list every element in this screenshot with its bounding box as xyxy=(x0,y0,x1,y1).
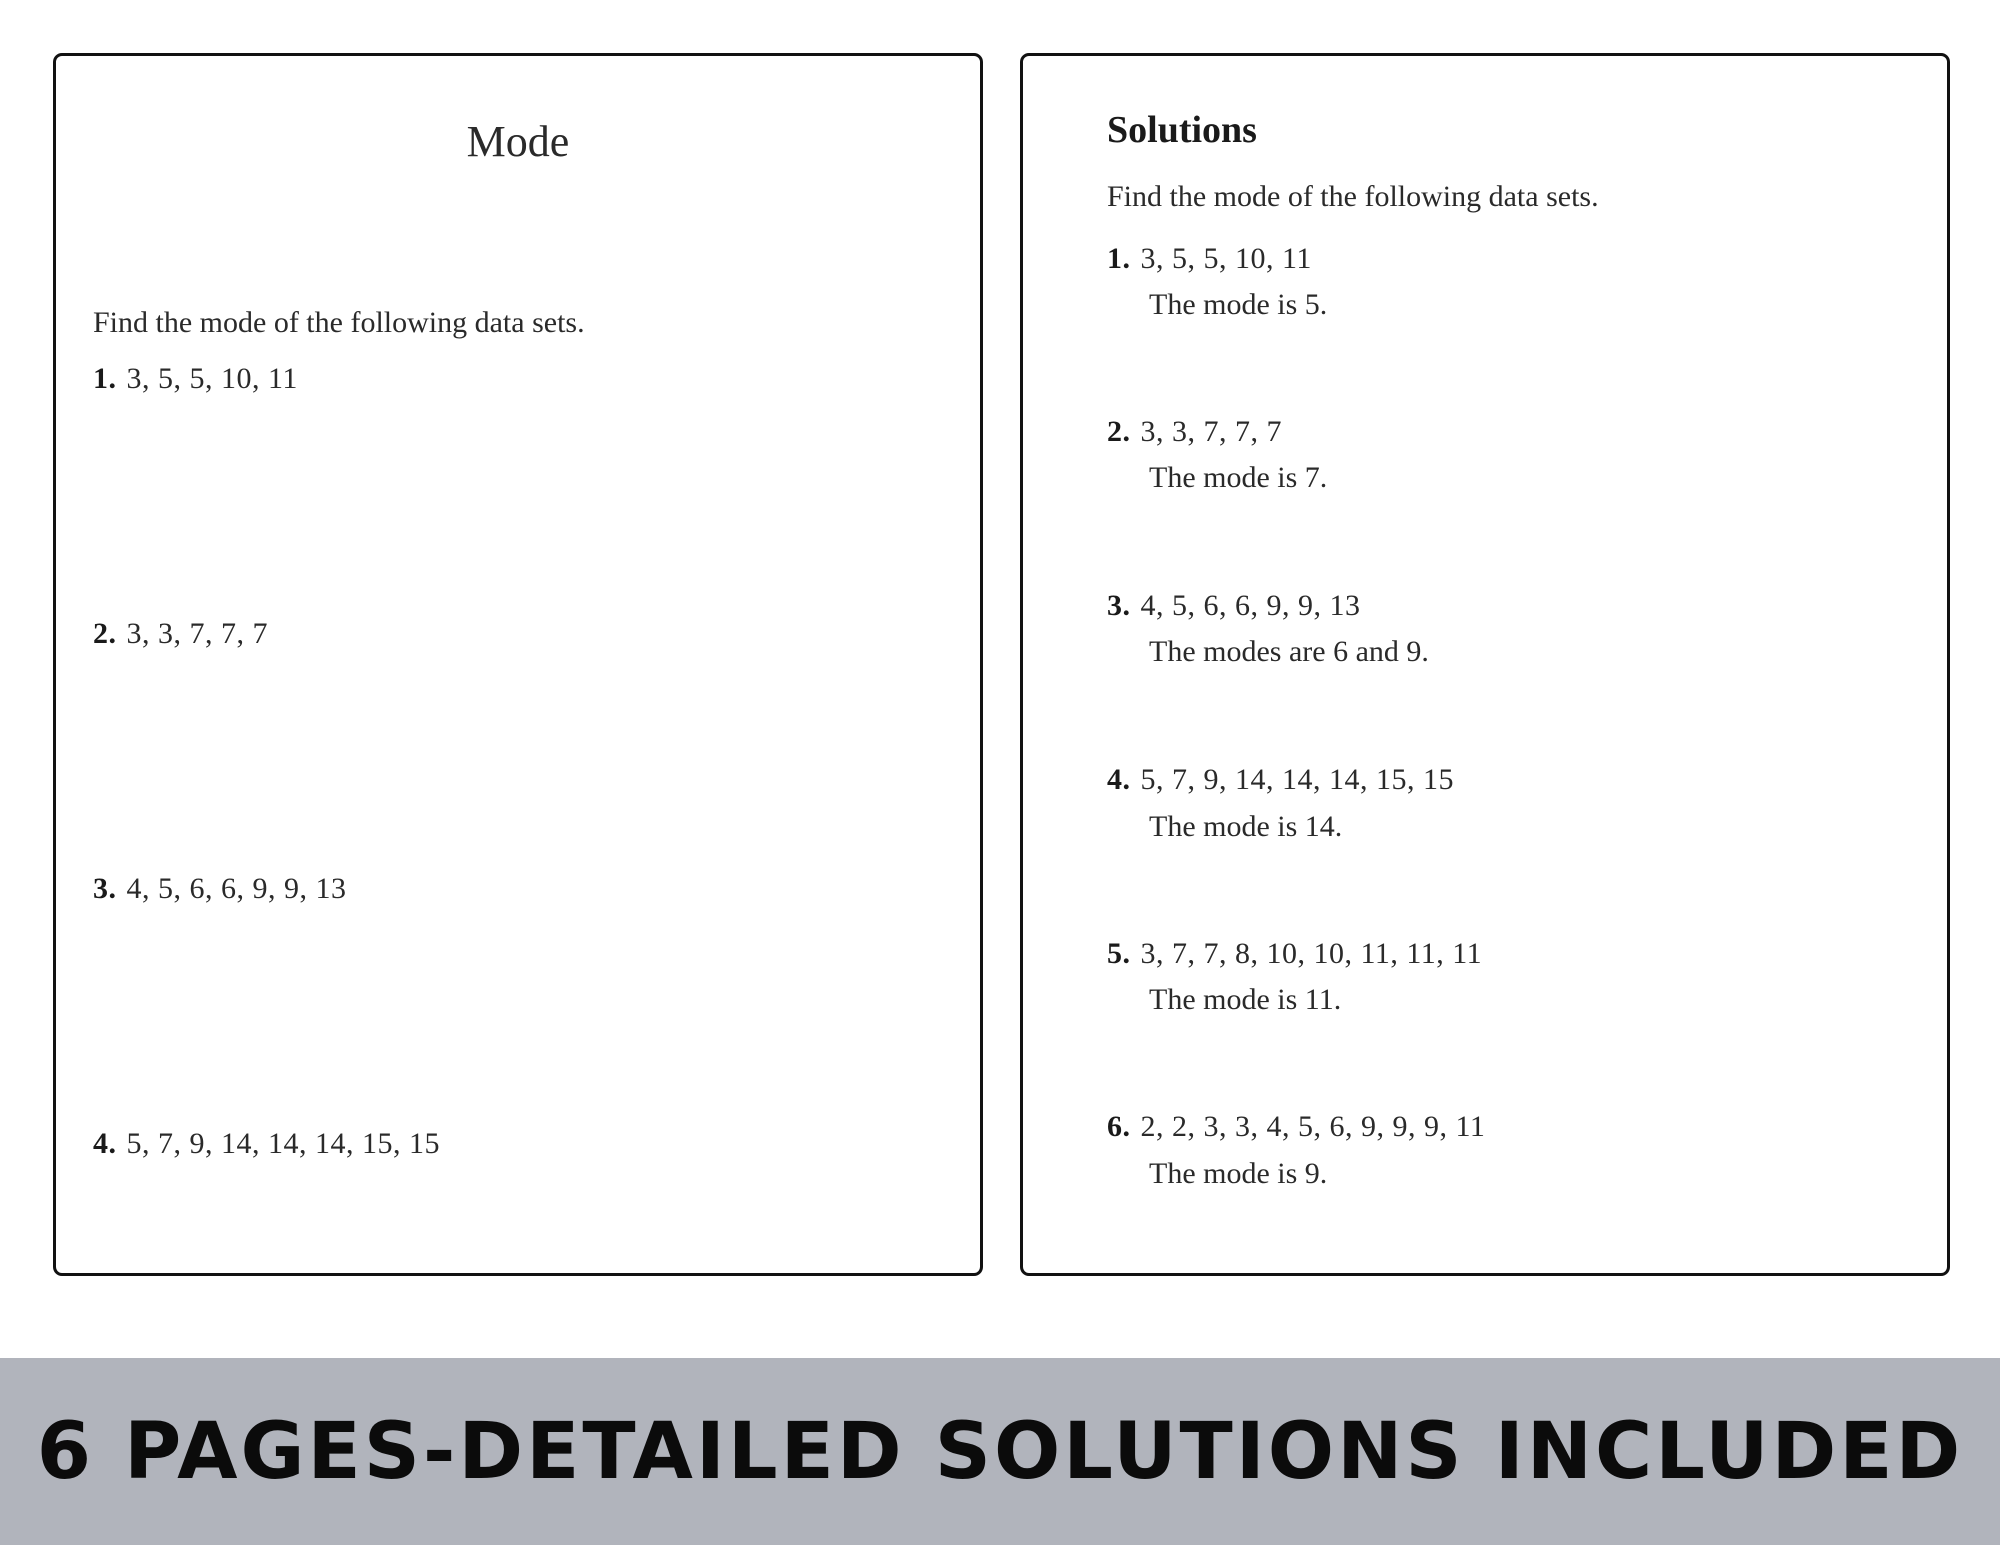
problem-number: 2. xyxy=(1107,415,1131,448)
solution-answer-3: The modes are 6 and 9. xyxy=(1149,635,1429,668)
solution-problem-6 xyxy=(1107,1110,1485,1144)
solution-problem-1 xyxy=(1107,242,1312,276)
problem-data: 3, 7, 7, 8, 10, 10, 11, 11, 11 xyxy=(1140,937,1483,970)
problem-data: 3, 5, 5, 10, 11 xyxy=(1140,242,1312,275)
problem-data: 3, 3, 7, 7, 7 xyxy=(1140,415,1282,448)
problem-data: 4, 5, 6, 6, 9, 9, 13 xyxy=(1140,589,1361,622)
worksheet-title: Mode xyxy=(466,117,570,166)
worksheet-problem-4 xyxy=(93,1127,440,1161)
promo-banner xyxy=(0,1358,2000,1545)
solutions-heading: Solutions xyxy=(1107,109,1257,151)
problem-number: 3. xyxy=(1107,589,1131,622)
solutions-instruction: Find the mode of the following data sets. xyxy=(1107,180,1599,213)
worksheet-problem-2 xyxy=(93,617,268,651)
solutions-page xyxy=(1020,53,1950,1276)
solution-problem-3 xyxy=(1107,589,1361,623)
solution-answer-1: The mode is 5. xyxy=(1149,288,1328,321)
problem-number: 1. xyxy=(93,362,117,395)
problem-data: 3, 5, 5, 10, 11 xyxy=(126,362,298,395)
problem-number: 1. xyxy=(1107,242,1131,275)
problem-number: 4. xyxy=(1107,763,1131,796)
solution-problem-2 xyxy=(1107,415,1282,449)
banner-text: 6 PAGES-DETAILED SOLUTIONS INCLUDED xyxy=(36,1406,1964,1497)
problem-number: 3. xyxy=(93,872,117,905)
problem-data: 4, 5, 6, 6, 9, 9, 13 xyxy=(126,872,347,905)
problem-number: 6. xyxy=(1107,1110,1131,1143)
worksheet-page xyxy=(53,53,983,1276)
problem-data: 3, 3, 7, 7, 7 xyxy=(126,617,268,650)
solution-answer-6: The mode is 9. xyxy=(1149,1157,1328,1190)
worksheet-problem-1 xyxy=(93,362,298,396)
problem-number: 4. xyxy=(93,1127,117,1160)
problem-data: 5, 7, 9, 14, 14, 14, 15, 15 xyxy=(126,1127,440,1160)
problem-data: 5, 7, 9, 14, 14, 14, 15, 15 xyxy=(1140,763,1454,796)
worksheet-instruction: Find the mode of the following data sets. xyxy=(93,306,585,339)
solution-problem-4 xyxy=(1107,763,1454,797)
solution-answer-5: The mode is 11. xyxy=(1149,983,1342,1016)
problem-number: 2. xyxy=(93,617,117,650)
problem-data: 2, 2, 3, 3, 4, 5, 6, 9, 9, 9, 11 xyxy=(1140,1110,1486,1143)
worksheet-problem-3 xyxy=(93,872,347,906)
solution-answer-2: The mode is 7. xyxy=(1149,461,1328,494)
problem-number: 5. xyxy=(1107,937,1131,970)
solution-problem-5 xyxy=(1107,937,1482,971)
solution-answer-4: The mode is 14. xyxy=(1149,810,1343,843)
